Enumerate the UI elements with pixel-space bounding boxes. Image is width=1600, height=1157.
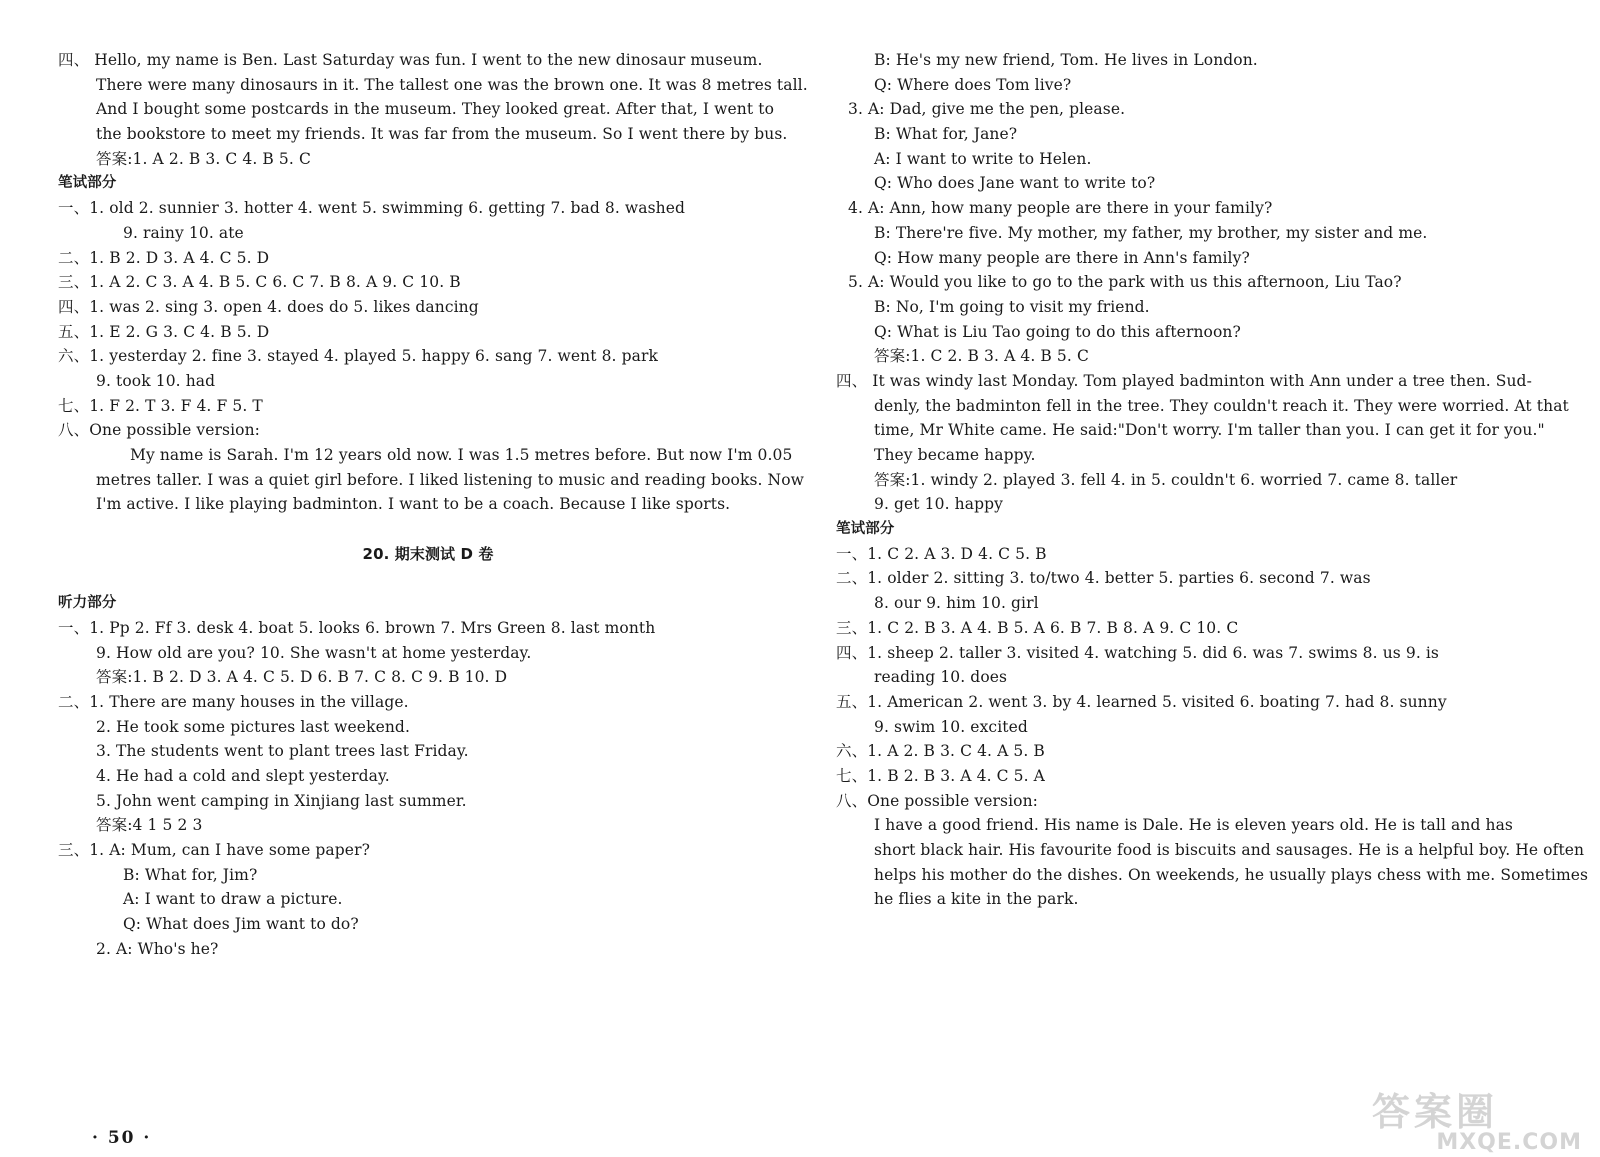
text-line: 3. The students went to plant trees last Friday. xyxy=(96,742,469,761)
text-line: B: He's my new friend, Tom. He lives in London. xyxy=(874,51,1258,69)
text-line: reading 10. does xyxy=(874,668,1008,687)
text-line: Q: What does Jim want to do? xyxy=(123,915,359,934)
text-line: 四、 Hello, my name is Ben. Last Saturday was fun. I went to the new dinosaur museum. xyxy=(58,51,763,69)
right-column xyxy=(836,48,1589,912)
section-heading: 听力部分 xyxy=(58,595,117,612)
section-heading: 笔试部分 xyxy=(836,521,895,538)
text-line: 四、1. sheep 2. taller 3. visited 4. watching 5. did 6. was 7. swims 8. us 9. is xyxy=(836,643,1439,662)
answer-line: 答案:1. windy 2. played 3. fell 4. in 5. couldn't 6. worried 7. came 8. taller xyxy=(874,470,1458,489)
text-line: 八、One possible version: xyxy=(836,791,1038,810)
text-line: 9. How old are you? 10. She wasn't at home yesterday. xyxy=(96,643,532,662)
text-line: A: I want to draw a picture. xyxy=(123,890,343,909)
answer-line: 答案:1. A 2. B 3. C 4. B 5. C xyxy=(96,149,311,168)
answer-line: 答案:4 1 5 2 3 xyxy=(96,816,203,835)
text-line: 二、1. B 2. D 3. A 4. C 5. D xyxy=(58,248,270,267)
text-line: There were many dinosaurs in it. The tallest one was the brown one. It was 8 metres tall. xyxy=(96,75,808,94)
text-line: B: What for, Jim? xyxy=(123,865,258,884)
text-line: 4. A: Ann, how many people are there in your family? xyxy=(848,199,1273,218)
watermark-text: 答案圈 xyxy=(1372,1090,1499,1134)
text-line: 二、1. older 2. sitting 3. to/two 4. better 5. parties 6. second 7. was xyxy=(836,569,1371,588)
text-line: 四、 It was windy last Monday. Tom played badminton with Ann under a tree then. Sud- xyxy=(836,371,1532,390)
text-line: 三、1. C 2. B 3. A 4. B 5. A 6. B 7. B 8. A 9. C 10. C xyxy=(836,618,1239,637)
text-line: Q: How many people are there in Ann's family? xyxy=(874,248,1250,267)
text-line: he flies a kite in the park. xyxy=(874,890,1079,909)
text-line: 4. He had a cold and slept yesterday. xyxy=(96,766,390,785)
text-line: 9. rainy 10. ate xyxy=(123,223,244,242)
text-line: 五、1. E 2. G 3. C 4. B 5. D xyxy=(58,322,270,341)
text-line: 5. John went camping in Xinjiang last summer. xyxy=(96,791,467,810)
text-line: 5. A: Would you like to go to the park with us this afternoon, Liu Tao? xyxy=(848,273,1402,292)
text-line: Q: Who does Jane want to write to? xyxy=(874,174,1156,193)
text-line: B: There're five. My mother, my father, my brother, my sister and me. xyxy=(874,223,1428,242)
text-line: 2. A: Who's he? xyxy=(96,939,219,958)
text-line: And I bought some postcards in the museum. They looked great. After that, I went to xyxy=(96,100,775,119)
text-line: 七、1. B 2. B 3. A 4. C 5. A xyxy=(836,766,1045,785)
text-line: 八、One possible version: xyxy=(58,421,260,440)
text-line: metres taller. I was a quiet girl before. I liked listening to music and reading books. Now xyxy=(96,470,805,489)
text-line: My name is Sarah. I'm 12 years old now. I was 1.5 metres before. But now I'm 0.05 xyxy=(130,446,793,464)
text-line: 9. get 10. happy xyxy=(874,495,1003,514)
text-line: 三、1. A 2. C 3. A 4. B 5. C 6. C 7. B 8. A 9. C 10. B xyxy=(58,273,461,292)
text-line: 四、1. was 2. sing 3. open 4. does do 5. likes dancing xyxy=(58,297,479,316)
text-line: 3. A: Dad, give me the pen, please. xyxy=(848,100,1126,119)
text-line: time, Mr White came. He said:"Don't worry. I'm taller than you. I can get it for you." xyxy=(874,421,1545,440)
text-line: 七、1. F 2. T 3. F 4. F 5. T xyxy=(58,396,263,415)
text-line: 一、1. C 2. A 3. D 4. C 5. B xyxy=(836,544,1047,563)
text-line: I have a good friend. His name is Dale. He is eleven years old. He is tall and has xyxy=(874,816,1513,835)
text-line: B: No, I'm going to visit my friend. xyxy=(874,297,1150,316)
text-line: I'm active. I like playing badminton. I want to be a coach. Because I like sports. xyxy=(96,495,731,514)
text-line: 二、1. There are many houses in the village. xyxy=(58,692,409,711)
text-line: Q: What is Liu Tao going to do this afternoon? xyxy=(874,322,1241,341)
text-line: 六、1. yesterday 2. fine 3. stayed 4. played 5. happy 6. sang 7. went 8. park xyxy=(58,347,658,366)
answer-line: 答案:1. C 2. B 3. A 4. B 5. C xyxy=(874,347,1089,366)
page-number: · 50 · xyxy=(92,1128,152,1148)
text-line: 一、1. Pp 2. Ff 3. desk 4. boat 5. looks 6. brown 7. Mrs Green 8. last month xyxy=(58,618,656,637)
text-line: B: What for, Jane? xyxy=(874,125,1018,144)
left-column xyxy=(58,48,808,961)
section-heading: 笔试部分 xyxy=(58,175,117,192)
text-line: short black hair. His favourite food is biscuits and sausages. He is a helpful boy. He often xyxy=(874,841,1585,859)
text-line: 2. He took some pictures last weekend. xyxy=(96,717,410,736)
text-line: 一、1. old 2. sunnier 3. hotter 4. went 5. swimming 6. getting 7. bad 8. washed xyxy=(58,199,686,218)
text-line: 9. swim 10. excited xyxy=(874,717,1028,736)
text-line: denly, the badminton fell in the tree. They couldn't reach it. They were worried. At that xyxy=(874,396,1569,415)
text-line: 三、1. A: Mum, can I have some paper? xyxy=(58,841,370,859)
text-line: A: I want to write to Helen. xyxy=(874,149,1092,168)
watermark-logo xyxy=(1372,1090,1582,1155)
text-line: 8. our 9. him 10. girl xyxy=(874,594,1039,613)
text-line: 五、1. American 2. went 3. by 4. learned 5. visited 6. boating 7. had 8. sunny xyxy=(836,692,1447,711)
text-line: They became happy. xyxy=(874,446,1036,464)
answer-line: 答案:1. B 2. D 3. A 4. C 5. D 6. B 7. C 8. C 9. B 10. D xyxy=(96,668,508,687)
text-line: Q: Where does Tom live? xyxy=(874,75,1072,94)
text-line: 六、1. A 2. B 3. C 4. A 5. B xyxy=(836,742,1045,761)
text-line: the bookstore to meet my friends. It was far from the museum. So I went there by bus. xyxy=(96,125,788,144)
text-line: helps his mother do the dishes. On weekends, he usually plays chess with me. Sometimes xyxy=(874,865,1589,884)
watermark-url: MXQE.COM xyxy=(1436,1130,1582,1155)
text-line: 9. took 10. had xyxy=(96,371,216,390)
test-title: 20. 期末测试 D 卷 xyxy=(362,544,494,563)
